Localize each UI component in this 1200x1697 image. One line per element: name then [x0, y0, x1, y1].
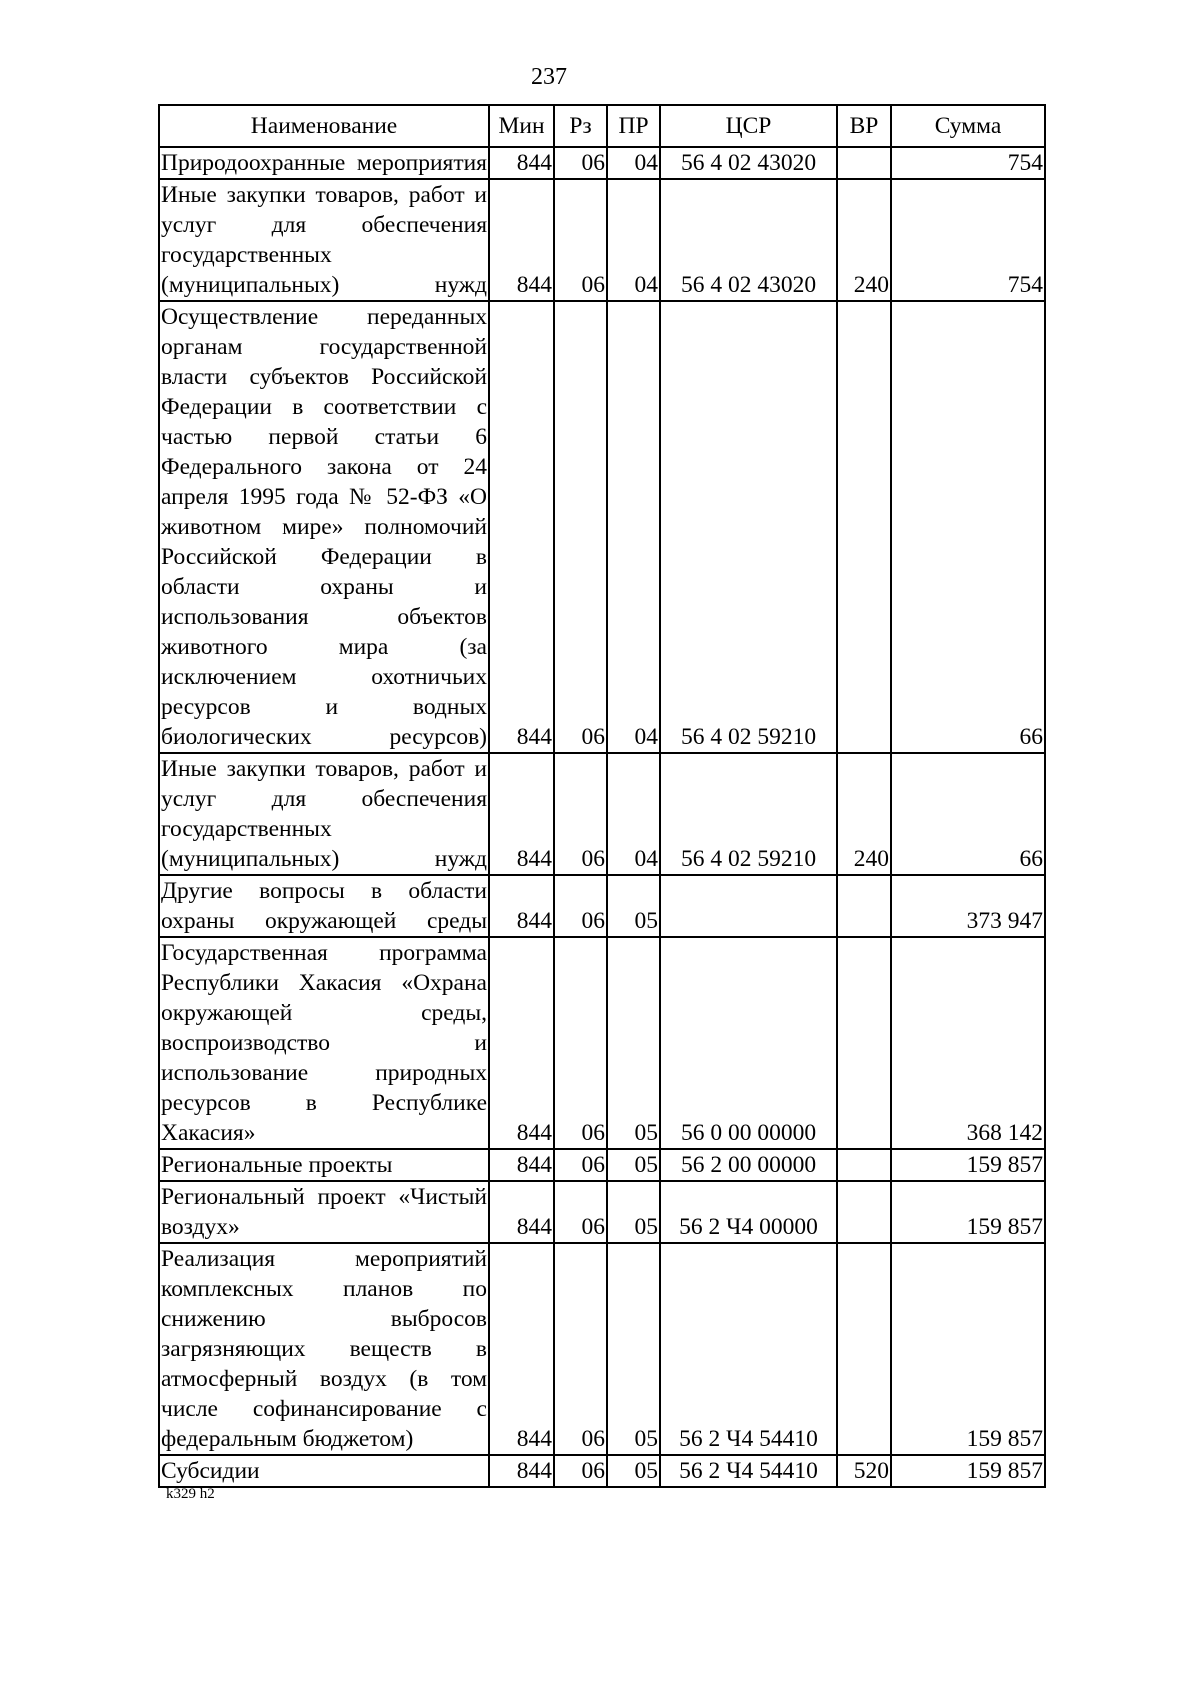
- row-csr: 56 4 02 59210: [660, 753, 837, 875]
- row-sum: 373 947: [891, 875, 1045, 937]
- row-pr: 05: [607, 875, 660, 937]
- row-vr: [837, 875, 891, 937]
- header-csr: ЦСР: [660, 105, 837, 147]
- row-sum: 754: [891, 147, 1045, 179]
- row-pr: 05: [607, 937, 660, 1149]
- row-sum: 66: [891, 301, 1045, 753]
- row-min: 844: [489, 1243, 554, 1455]
- row-min: 844: [489, 937, 554, 1149]
- row-csr: 56 4 02 59210: [660, 301, 837, 753]
- row-name: Реализация мероприятий комплексных планов по снижению выбросов загрязняющих веществ в атмосферный воздух (в том числе софинансирование с федеральным бюджетом): [159, 1243, 489, 1455]
- table-row: [159, 301, 1045, 753]
- row-vr: [837, 937, 891, 1149]
- document-code: k329 h2: [166, 1486, 215, 1502]
- row-rz: 06: [554, 875, 607, 937]
- row-rz: 06: [554, 147, 607, 179]
- row-csr: 56 2 Ч4 54410: [660, 1243, 837, 1455]
- row-name: Природоохранные мероприятия: [159, 147, 489, 179]
- table-row: [159, 1243, 1045, 1455]
- row-rz: 06: [554, 301, 607, 753]
- row-sum: 159 857: [891, 1181, 1045, 1243]
- row-vr: [837, 1243, 891, 1455]
- row-min: 844: [489, 301, 554, 753]
- row-min: 844: [489, 1149, 554, 1181]
- table-row: [159, 875, 1045, 937]
- row-name: Региональные проекты: [159, 1149, 489, 1181]
- header-pr: ПР: [607, 105, 660, 147]
- row-min: 844: [489, 1181, 554, 1243]
- header-name: Наименование: [159, 105, 489, 147]
- budget-table: [158, 104, 1046, 1488]
- row-pr: 05: [607, 1149, 660, 1181]
- row-rz: 06: [554, 179, 607, 301]
- row-rz: 06: [554, 1455, 607, 1487]
- header-sum: Сумма: [891, 105, 1045, 147]
- row-rz: 06: [554, 1149, 607, 1181]
- row-name: Осуществление переданных органам государственной власти субъектов Российской Федерации в соответствии с частью первой статьи 6 Федерального закона от 24 апреля 1995 года № 52-ФЗ «О животном мире» полномочий Российской Федерации в области охраны и использования объектов животного мира (за исключением охотничьих ресурсов и водных биологических ресурсов): [159, 301, 489, 753]
- row-csr: 56 2 Ч4 00000: [660, 1181, 837, 1243]
- row-sum: 159 857: [891, 1455, 1045, 1487]
- header-min: Мин: [489, 105, 554, 147]
- row-min: 844: [489, 875, 554, 937]
- header-rz: Рз: [554, 105, 607, 147]
- row-csr: 56 4 02 43020: [660, 179, 837, 301]
- row-sum: 159 857: [891, 1243, 1045, 1455]
- table-row: [159, 147, 1045, 179]
- row-vr: 520: [837, 1455, 891, 1487]
- row-csr: 56 4 02 43020: [660, 147, 837, 179]
- row-name: Другие вопросы в области охраны окружающей среды: [159, 875, 489, 937]
- row-vr: [837, 147, 891, 179]
- row-vr: [837, 1181, 891, 1243]
- row-pr: 04: [607, 753, 660, 875]
- table-row: [159, 1149, 1045, 1181]
- row-pr: 04: [607, 179, 660, 301]
- row-min: 844: [489, 179, 554, 301]
- row-pr: 05: [607, 1181, 660, 1243]
- row-vr: [837, 301, 891, 753]
- row-sum: 754: [891, 179, 1045, 301]
- row-min: 844: [489, 753, 554, 875]
- row-vr: [837, 1149, 891, 1181]
- row-sum: 368 142: [891, 937, 1045, 1149]
- row-pr: 04: [607, 301, 660, 753]
- row-pr: 05: [607, 1243, 660, 1455]
- table-row: [159, 937, 1045, 1149]
- row-name: Региональный проект «Чистый воздух»: [159, 1181, 489, 1243]
- table-row: [159, 1181, 1045, 1243]
- row-pr: 04: [607, 147, 660, 179]
- header-vr: ВР: [837, 105, 891, 147]
- row-csr: 56 2 Ч4 54410: [660, 1455, 837, 1487]
- row-pr: 05: [607, 1455, 660, 1487]
- row-rz: 06: [554, 1243, 607, 1455]
- row-rz: 06: [554, 1181, 607, 1243]
- row-sum: 66: [891, 753, 1045, 875]
- row-sum: 159 857: [891, 1149, 1045, 1181]
- row-name: Государственная программа Республики Хакасия «Охрана окружающей среды, воспроизводство и использование природных ресурсов в Республике Хакасия»: [159, 937, 489, 1149]
- row-csr: [660, 875, 837, 937]
- row-vr: 240: [837, 179, 891, 301]
- row-min: 844: [489, 147, 554, 179]
- row-vr: 240: [837, 753, 891, 875]
- table-header-row: [159, 105, 1045, 147]
- row-name: Иные закупки товаров, работ и услуг для обеспечения государственных (муниципальных) нужд: [159, 753, 489, 875]
- row-csr: 56 2 00 00000: [660, 1149, 837, 1181]
- page-number: 237: [531, 64, 567, 90]
- table-row: [159, 1455, 1045, 1487]
- table-row: [159, 179, 1045, 301]
- table-row: [159, 753, 1045, 875]
- row-name: Субсидии: [159, 1455, 489, 1487]
- row-rz: 06: [554, 937, 607, 1149]
- row-min: 844: [489, 1455, 554, 1487]
- row-name: Иные закупки товаров, работ и услуг для обеспечения государственных (муниципальных) нужд: [159, 179, 489, 301]
- row-rz: 06: [554, 753, 607, 875]
- row-csr: 56 0 00 00000: [660, 937, 837, 1149]
